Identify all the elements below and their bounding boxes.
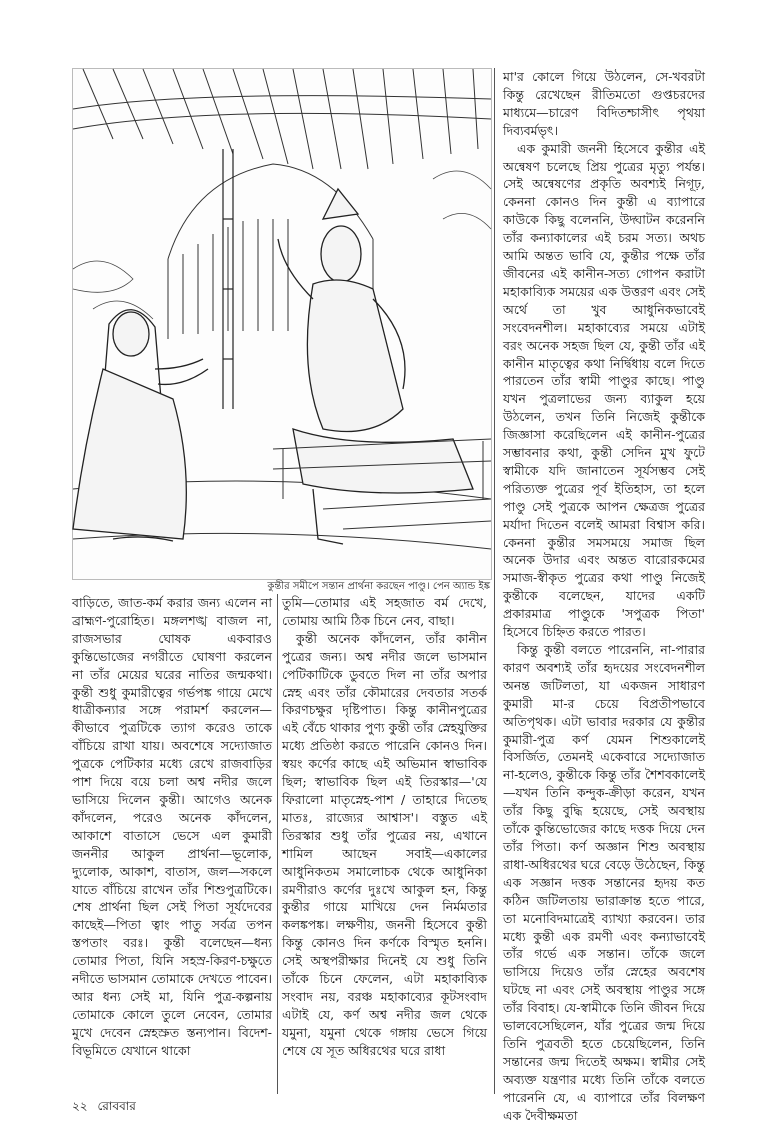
paragraph: বাড়িতে, জাত-কর্ম করার জন্য এলেন না ব্রাহ্মণ-পুরোহিত। মঙ্গলশঙ্খ বাজল না, রাজসভার ঘোষক একবারও কুন্তিভোজের নগরীতে ঘোষণা করলেন না তাঁর মেয়ের ঘরের নাতির জন্মকথা। কুন্তী শুধু কুমারীত্বের গর্ভপঙ্ক গায়ে মেখে ধাত্রীকন্যার সঙ্গে পরামর্শ করলেন—কীভাবে পুত্রটিকে ত্যাগ করেও তাকে বাঁচিয়ে রাখা যায়। অবশেষে সদ্যোজাত পুত্রকে পেটিকার মধ্যে রেখে রাজবাড়ির পাশ দিয়ে বয়ে চলা অশ্ব নদীর জলে ভাসিয়ে দিলেন কুন্তী। আগেও অনেক কাঁদলেন, পরেও অনেক কাঁদলেন, আকাশে বাতাসে ভেসে এল কুমারী জননীর আকুল প্রার্থনা—ভূলোক, দ্যুলোক, আকাশ, বাতাস, জল—সকলে যাতে বাঁচিয়ে রাখেন তাঁর শিশুপুত্রটিকে। শেষ প্রার্থনা ছিল সেই পিতা সূর্যদেবের কাছেই—পিতা ত্বাং পাতু সর্বত্র তপন স্তপতাং বরঃ। কুন্তী বলেছেন—ধন্য তোমার পিতা, যিনি সহস্র-কিরণ-চক্ষুতে নদীতে ভাসমান তোমাকে দেখতে পাবেন। আর ধন্য সেই মা, যিনি পুত্র-কল্পনায় তোমাকে কোলে তুলে নেবেন, তোমার মুখে দেবেন স্নেহস্রুত স্তন্যপান। বিদেশ-বিভূমিতে যেখানে থাকো	[72, 595, 272, 1058]
article-column-left	[72, 594, 272, 1094]
paragraph: মা'র কোলে গিয়ে উঠলেন, সে-খবরটা কিন্তু রেখেছেন রীতিমতো গুপ্তচরদের মাধ্যমে—চারেণ বিদিতশ্চাসীৎ পৃথয়া দিব্যবর্মভৃৎ।	[503, 69, 705, 138]
paragraph: এক কুমারী জননী হিসেবে কুন্তীর এই অন্বেষণ চলেছে প্রিয় পুত্রের মৃত্যু পর্যন্ত। সেই অন্বেষণের প্রকৃতি অবশ্যই নিগূঢ়, কেননা কোনও দিন কুন্তী এ ব্যাপারে কাউকে কিছু বলেননি, উদ্ঘাটন করেননি তাঁর কন্যাকালের এই চরম সত্য। অথচ আমি অন্তত ভাবি যে, কুন্তীর পক্ষে তাঁর জীবনের এই কানীন-সত্য গোপন করাটা মহাকাব্যিক সময়ের এক উত্তরণ এবং সেই অর্থে তা খুব আধুনিকভাবেই সংবেদনশীল। মহাকাব্যের সময়ে এটাই বরং অনেক সহজ ছিল যে, কুন্তী তাঁর এই কানীন মাতৃত্বের কথা নির্দ্বিধায় বলে দিতে পারতেন তাঁর স্বামী পাণ্ডুর কাছে। পাণ্ডু যখন পুত্রলাভের জন্য ব্যাকুল হয়ে উঠলেন, তখন তিনি নিজেই কুন্তীকে জিজ্ঞাসা করেছিলেন এই কানীন-পুত্রের সম্ভাবনার কথা, কুন্তী সেদিন মুখ ফুটে স্বামীকে যদি জানাতেন সূর্যসম্ভব সেই পরিত্যক্ত পুত্রের পূর্ব ইতিহাস, তা হলে পাণ্ডু সেই পুত্রকে আপন ক্ষেত্রজ পুত্রের মর্যাদা দিতেন বলেই আমরা বিশ্বাস করি। কেননা কুন্তীর সমসময়ে সমাজ ছিল অনেক উদার এবং অন্তত বারোরকমের সমাজ-স্বীকৃত পুত্রের কথা পাণ্ডু নিজেই কুন্তীকে বলেছেন, যাদের একটি প্রকারমাত্র পাণ্ডুকে 'সপুত্রক পিতা' হিসেবে চিহ্নিত করতে পারত।	[503, 140, 705, 640]
page-footer	[72, 1098, 136, 1118]
illustration-caption: কুন্তীর সমীপে সন্তান প্রার্থনা করছেন পাণ্ডু। পেন অ্যান্ড ইঙ্ক	[267, 581, 490, 592]
article-column-right	[503, 68, 705, 1123]
kunti-figure	[73, 310, 208, 541]
paragraph: তুমি—তোমার এই সহজাত বর্ম দেখে, তোমায় আমি ঠিক চিনে নেব, বাছা।	[282, 595, 487, 628]
foliage	[73, 171, 491, 319]
paragraph: কিন্তু কুন্তী বলতে পারেননি, না-পারার কারণ অবশ্যই তাঁর হৃদয়ের সংবেদনশীল অনন্ত জটিলতা, যা একজন সাধারণ কুমারী মা-র চেয়ে বিপ্রতীপভাবে অতিপৃথক। এটা ভাবার দরকার যে কুন্তীর কুমারী-পুত্র কর্ণ যেমন শিশুকালেই বিসর্জিত, তেমনই একেবারে সদ্যোজাত না-হলেও, কুন্তীকে কিন্তু তাঁর শৈশবকালেই—যখন তিনি কন্দুক-ক্রীড়া করেন, যখন তাঁর কিছু বুদ্ধি হয়েছে, সেই অবস্থায় তাঁকে কুন্তিভোজের কাছে দত্তক দিয়ে দেন তাঁর পিতা। কর্ণ অজ্ঞান শিশু অবস্থায় রাধা-অধিরথের ঘরে বেড়ে উঠেছেন, কিন্তু এক সজ্ঞান দত্তক সন্তানের হৃদয় কত কঠিন জটিলতায় ভারাক্রান্ত হতে পারে, তা মনোবিদমাত্রেই ব্যাখ্যা করবেন। তার মধ্যে কুন্তী এক রমণী এবং কন্যাভাবেই তাঁর গর্ভে এক সন্তান। তাঁকে জলে ভাসিয়ে দিয়েও তাঁর স্নেহের অবশেষ ঘটছে না এবং সেই অবস্থায় পাণ্ডুর সঙ্গে তাঁর বিবাহ। যে-স্বামীকে তিনি জীবন দিয়ে ভালবেসেছিলেন, যাঁর পুত্রের জন্ম দিয়ে তিনি পুত্রবতী হতে চেয়েছিলেন, তিনি সন্তানের জন্ম দিতেই অক্ষম। স্বামীর সেই অব্যক্ত যন্ত্রণার মধ্যে তিনি তাঁকে বলতে পারেননি যে, এ ব্যাপারে তাঁর বিলক্ষণ এক দৈবীক্ষমতা	[503, 642, 705, 1123]
thatched-roof	[73, 69, 491, 169]
section-name: রোববার	[97, 1099, 136, 1113]
page-number: ২২	[72, 1099, 88, 1113]
column-rule	[277, 594, 278, 1094]
pandu-figure	[278, 189, 473, 544]
article-column-middle	[282, 594, 487, 1094]
column-rule	[494, 68, 495, 1094]
illustration-drawing	[73, 69, 491, 579]
illustration-pen-and-ink	[72, 68, 492, 580]
paragraph: কুন্তী অনেক কাঁদলেন, তাঁর কানীন পুত্রের জন্য। অশ্ব নদীর জলে ভাসমান পেটিকাটিকে ডুবতে দিল না তাঁর অপার স্নেহ এবং তাঁর কৌমারের দেবতার সতর্ক কিরণচক্ষুর দৃষ্টিপাত। কিন্তু কানীনপুত্রের এই বেঁচে থাকার পুণ্য কুন্তী তাঁর স্নেহযুক্তির মধ্যে প্রতিষ্ঠা করতে পারেনি কোনও দিন। স্বয়ং কর্ণের কাছে এই অভিমান স্বাভাবিক ছিল; স্বাভাবিক ছিল এই তিরস্কার—'যে ফিরালো মাতৃস্নেহ-পাশ / তাহারে দিতেছ মাতঃ, রাজ্যের আশ্বাস'। বস্তুত এই তিরস্কার শুধু তাঁর পুত্রের নয়, এখানে শামিল আছেন সবাই—একালের আধুনিকতম সমালোচক থেকে আধুনিকা রমণীরাও কর্ণের দুঃখে আকুল হন, কিন্তু কুন্তীর গায়ে মাখিয়ে দেন নির্মমতার কলঙ্কপঙ্ক। লক্ষণীয়, জননী হিসেবে কুন্তী কিন্তু কোনও দিন কর্ণকে বিস্মৃত হননি। সেই অস্থপরীক্ষার দিনেই যে শুধু তিনি তাঁকে চিনে ফেলেন, এটা মহাকাব্যিক সংবাদ নয়, বরঞ্চ মহাকাব্যের কূটসংবাদ এটাই যে, কর্ণ অশ্ব নদীর জল থেকে যমুনা, যমুনা থেকে গঙ্গায় ভেসে গিয়ে শেষে যে সূত অধিরথের ঘরে রাধা	[282, 630, 487, 1058]
